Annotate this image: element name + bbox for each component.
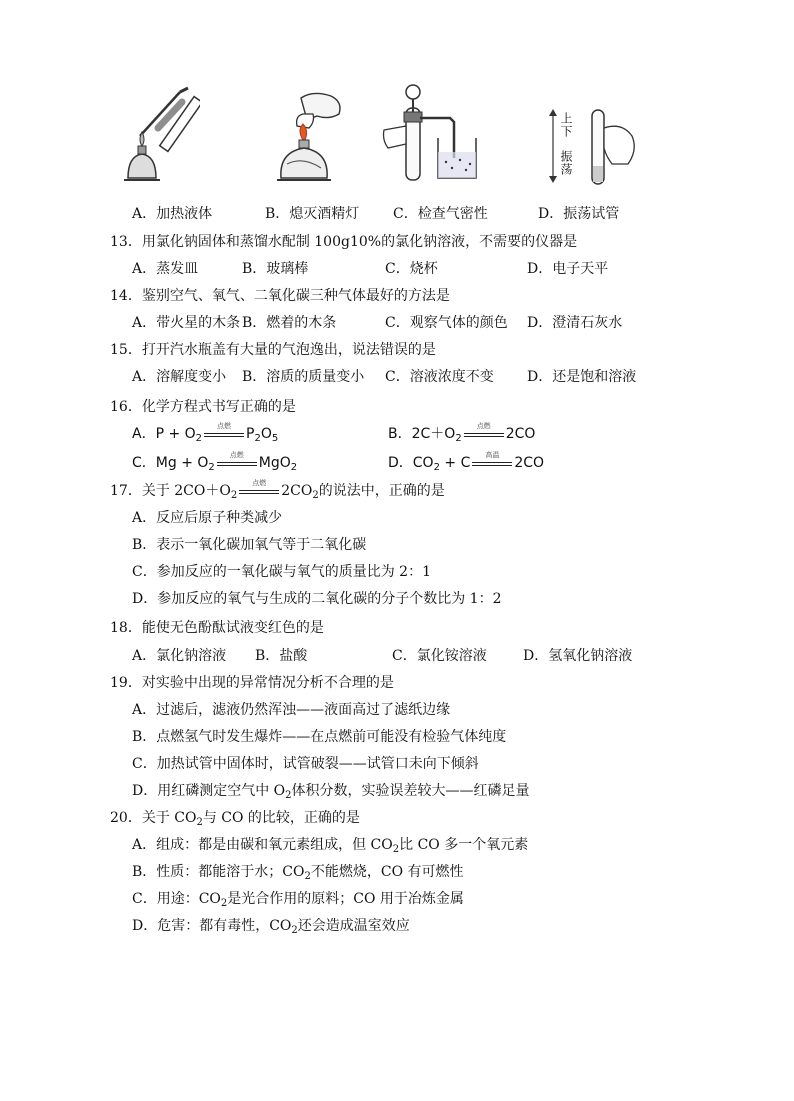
reaction-arrow — [237, 479, 281, 498]
q16-c-sub: 2 — [290, 462, 298, 473]
q16-a-sub: 2 — [195, 433, 203, 444]
q17-stem-part: 2CO — [281, 483, 313, 499]
q19-option-a: A．过滤后，滤液仍然浑浊——液面高过了滤纸边缘 — [132, 702, 451, 718]
reaction-condition: 点燃 — [252, 479, 267, 487]
q16-option-d — [388, 452, 544, 473]
q13-stem: 13．用氯化钠固体和蒸馏水配制 100g10%的氯化钠溶液，不需要的仪器是 — [110, 234, 578, 250]
q20-c-part: 是光合作用的原料；CO 用于冶炼金属 — [227, 891, 464, 907]
q16-d-left: + C — [439, 455, 471, 471]
q20-stem — [110, 807, 360, 828]
q13-option-a: A．蒸发皿 — [132, 261, 199, 277]
q16-d-left: D．CO — [388, 455, 434, 471]
q17-option-d: D．参加反应的氧气与生成的二氧化碳的分子个数比为 1：2 — [132, 591, 502, 607]
q20-stem-sub: 2 — [196, 817, 203, 828]
q16-c-right: MgO — [258, 455, 291, 471]
q20-option-c — [132, 888, 464, 909]
q12-option-c: C．检查气密性 — [393, 206, 488, 222]
q17-stem-part: 17．关于 2CO＋O — [110, 483, 231, 499]
q20-c-sub: 2 — [220, 898, 228, 909]
q20-stem-part: 20．关于 CO — [110, 810, 197, 826]
q20-c-part: C．用途：CO — [132, 891, 221, 907]
q16-b-sub: 2 — [455, 433, 462, 444]
q14-option-d: D．澄清石灰水 — [527, 315, 623, 331]
q17-stem-sub: 2 — [312, 490, 319, 501]
q19-option-d — [132, 780, 530, 801]
q20-a-part: 比 CO 多一个氧元素 — [399, 837, 529, 853]
q15-option-a: A．溶解度变小 — [132, 369, 227, 385]
q19-option-c: C．加热试管中固体时，试管破裂——试管口未向下倾斜 — [132, 756, 479, 772]
q20-b-part: B．性质：都能溶于水；CO — [132, 864, 305, 880]
q19-d-part: D．用红磷测定空气中 O — [132, 783, 286, 799]
q17-option-c: C．参加反应的一氧化碳与氧气的质量比为 2：1 — [132, 564, 431, 580]
q20-option-a — [132, 834, 528, 855]
q13-option-b: B．玻璃棒 — [242, 261, 309, 277]
q15-option-c: C．溶液浓度不变 — [385, 369, 494, 385]
q16-option-a — [132, 423, 278, 444]
shake-tube-figure — [548, 108, 642, 188]
q16-d-sub: 2 — [433, 462, 440, 473]
q19-d-sub: 2 — [285, 790, 292, 801]
reaction-arrow — [462, 422, 506, 441]
q20-d-sub: 2 — [291, 925, 298, 936]
q13-option-c: C．烧杯 — [385, 261, 438, 277]
shake-label-1: 上下 — [559, 112, 573, 138]
q12-option-a: A．加热液体 — [132, 206, 213, 222]
q19-option-b: B．点燃氢气时发生爆炸——在点燃前可能没有检验气体纯度 — [132, 729, 507, 745]
q14-stem: 14．鉴别空气、氧气、二氧化碳三种气体最好的方法是 — [110, 288, 450, 304]
q16-a-right: O — [260, 426, 272, 442]
q15-stem: 15．打开汽水瓶盖有大量的气泡逸出，说法错误的是 — [110, 342, 436, 358]
reaction-condition: 点燃 — [476, 422, 491, 430]
q12-option-b: B．熄灭酒精灯 — [265, 206, 360, 222]
q16-stem: 16．化学方程式书写正确的是 — [110, 399, 296, 415]
q20-stem-part: 与 CO 的比较，正确的是 — [202, 810, 360, 826]
q18-option-b: B．盐酸 — [255, 648, 308, 664]
q19-stem: 19．对实验中出现的异常情况分析不合理的是 — [110, 675, 394, 691]
q15-option-b: B．溶质的质量变小 — [242, 369, 365, 385]
q18-option-c: C．氯化铵溶液 — [392, 648, 487, 664]
reaction-arrow — [215, 451, 259, 470]
q17-stem-sub: 2 — [230, 490, 238, 501]
q20-b-part: 不能燃烧，CO 有可燃性 — [310, 864, 464, 880]
q14-option-b: B．燃着的木条 — [242, 315, 337, 331]
q16-c-left: C．Mg + O — [132, 455, 209, 471]
q16-a-left: A．P + O — [132, 426, 196, 442]
test-tube-hand-icon — [582, 108, 642, 188]
q15-option-d: D．还是饱和溶液 — [527, 369, 637, 385]
q20-option-b — [132, 861, 464, 882]
q20-d-part: D．危害：都有毒性，CO — [132, 918, 292, 934]
q16-option-c — [132, 452, 297, 473]
reaction-condition: 点燃 — [217, 422, 232, 430]
shake-arrow-icon — [548, 108, 558, 184]
q16-a-sub: 2 — [254, 433, 261, 444]
reaction-arrow — [470, 451, 514, 470]
q20-option-d — [132, 915, 410, 936]
q17-option-a: A．反应后原子种类减少 — [132, 510, 283, 526]
q14-option-c: C．观察气体的颜色 — [385, 315, 508, 331]
q16-c-sub: 2 — [208, 462, 215, 473]
extinguish-lamp-figure — [273, 90, 347, 186]
q20-b-sub: 2 — [304, 871, 311, 882]
q12-option-d: D．振荡试管 — [538, 206, 620, 222]
q18-stem: 18．能使无色酚酞试液变红色的是 — [110, 620, 324, 636]
q16-option-b — [388, 423, 535, 444]
q20-d-part: 还会造成温室效应 — [297, 918, 410, 934]
reaction-arrow — [202, 422, 246, 441]
q16-b-left: B．2C＋O — [388, 426, 456, 442]
airtightness-check-figure — [380, 78, 490, 186]
q18-option-a: A．氯化钠溶液 — [132, 648, 227, 664]
q19-d-part: 体积分数，实验误差较大——红磷足量 — [291, 783, 530, 799]
q16-b-right: 2CO — [505, 426, 536, 442]
q17-stem-part: 的说法中，正确的是 — [318, 483, 445, 499]
shake-label-2: 振荡 — [559, 150, 573, 176]
q16-a-sub: 5 — [271, 433, 279, 444]
q20-a-sub: 2 — [392, 844, 400, 855]
q20-a-part: A．组成：都是由碳和氧元素组成，但 CO — [132, 837, 393, 853]
reaction-condition: 点燃 — [229, 451, 244, 459]
q14-option-a: A．带火星的木条 — [132, 315, 241, 331]
q18-option-d: D．氢氧化钠溶液 — [523, 648, 633, 664]
heating-liquid-figure — [120, 86, 200, 186]
reaction-condition: 高温 — [485, 451, 500, 459]
q17-stem — [110, 480, 445, 501]
q16-a-right: P — [246, 426, 255, 442]
q16-d-right: 2CO — [514, 455, 545, 471]
q17-option-b: B．表示一氧化碳加氧气等于二氧化碳 — [132, 537, 367, 553]
q13-option-d: D．电子天平 — [527, 261, 609, 277]
